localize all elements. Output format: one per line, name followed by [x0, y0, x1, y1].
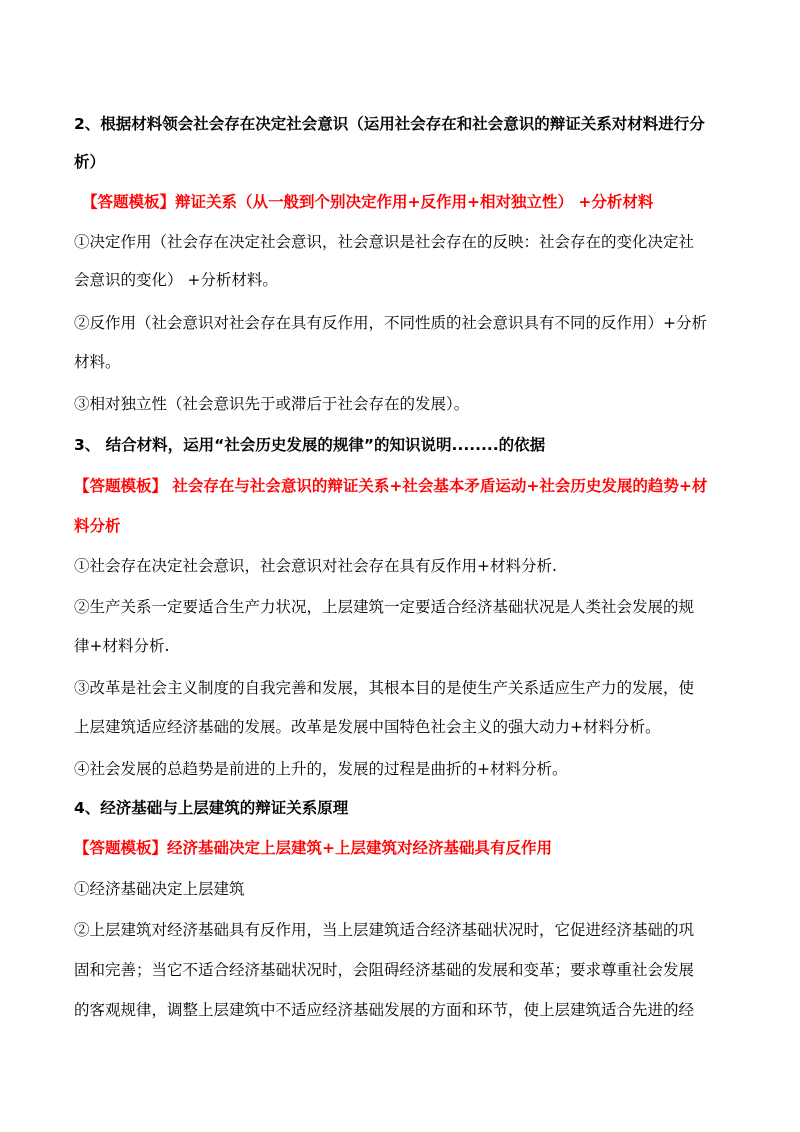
section4-item2-line2: 固和完善；当它不适合经济基础状况时，会阻碍经济基础的发展和变革；要求尊重社会发展 [74, 961, 695, 979]
section2-template: 【答题模板】辩证关系（从一般到个别决定作用+反作用+相对独立性） +分析材料 [82, 193, 654, 211]
section2-heading-line2: 析） [74, 153, 106, 171]
section3-item3-line1: ③改革是社会主义制度的自我完善和发展，其根本目的是使生产关系适应生产力的发展，使 [74, 679, 695, 697]
section3-template-line1: 【答题模板】 社会存在与社会意识的辩证关系+社会基本矛盾运动+社会历史发展的趋势+材 [74, 477, 708, 495]
section4-item2-line1: ②上层建筑对经济基础具有反作用，当上层建筑适合经济基础状况时，它促进经济基础的巩 [74, 921, 695, 939]
section3-item2-line2: 律+材料分析. [74, 637, 170, 655]
section2-heading-line1: 2、根据材料领会社会存在决定社会意识（运用社会存在和社会意识的辩证关系对材料进行分 [74, 115, 705, 133]
section3-heading: 3、 结合材料，运用“社会历史发展的规律”的知识说明........的依据 [74, 436, 546, 454]
section4-heading: 4、经济基础与上层建筑的辩证关系原理 [74, 799, 349, 817]
section3-item1: ①社会存在决定社会意识，社会意识对社会存在具有反作用+材料分析. [74, 557, 557, 575]
section3-item2-line1: ②生产关系一定要适合生产力状况，上层建筑一定要适合经济基础状况是人类社会发展的规 [74, 598, 695, 616]
section2-item3: ③相对独立性（社会意识先于或滞后于社会存在的发展）。 [74, 395, 470, 413]
section3-item3-line2: 上层建筑适应经济基础的发展。改革是发展中国特色社会主义的强大动力+材料分析。 [74, 718, 661, 736]
section2-item1-line2: 会意识的变化） +分析材料。 [74, 271, 278, 289]
section4-item1: ①经济基础决定上层建筑 [74, 880, 245, 898]
section4-template: 【答题模板】经济基础决定上层建筑+上层建筑对经济基础具有反作用 [74, 839, 552, 857]
section2-item2-line2: 材料。 [74, 353, 121, 371]
section4-item2-line3: 的客观规律，调整上层建筑中不适应经济基础发展的方面和环节，使上层建筑适合先进的经 [74, 1001, 695, 1019]
section2-item2-line1: ②反作用（社会意识对社会存在具有反作用，不同性质的社会意识具有不同的反作用）+分析 [74, 314, 707, 332]
section3-template-line2: 料分析 [74, 517, 121, 535]
section3-item4: ④社会发展的总趋势是前进的上升的，发展的过程是曲折的+材料分析。 [74, 760, 568, 778]
section2-item1-line1: ①决定作用（社会存在决定社会意识，社会意识是社会存在的反映：社会存在的变化决定社 [74, 233, 695, 251]
